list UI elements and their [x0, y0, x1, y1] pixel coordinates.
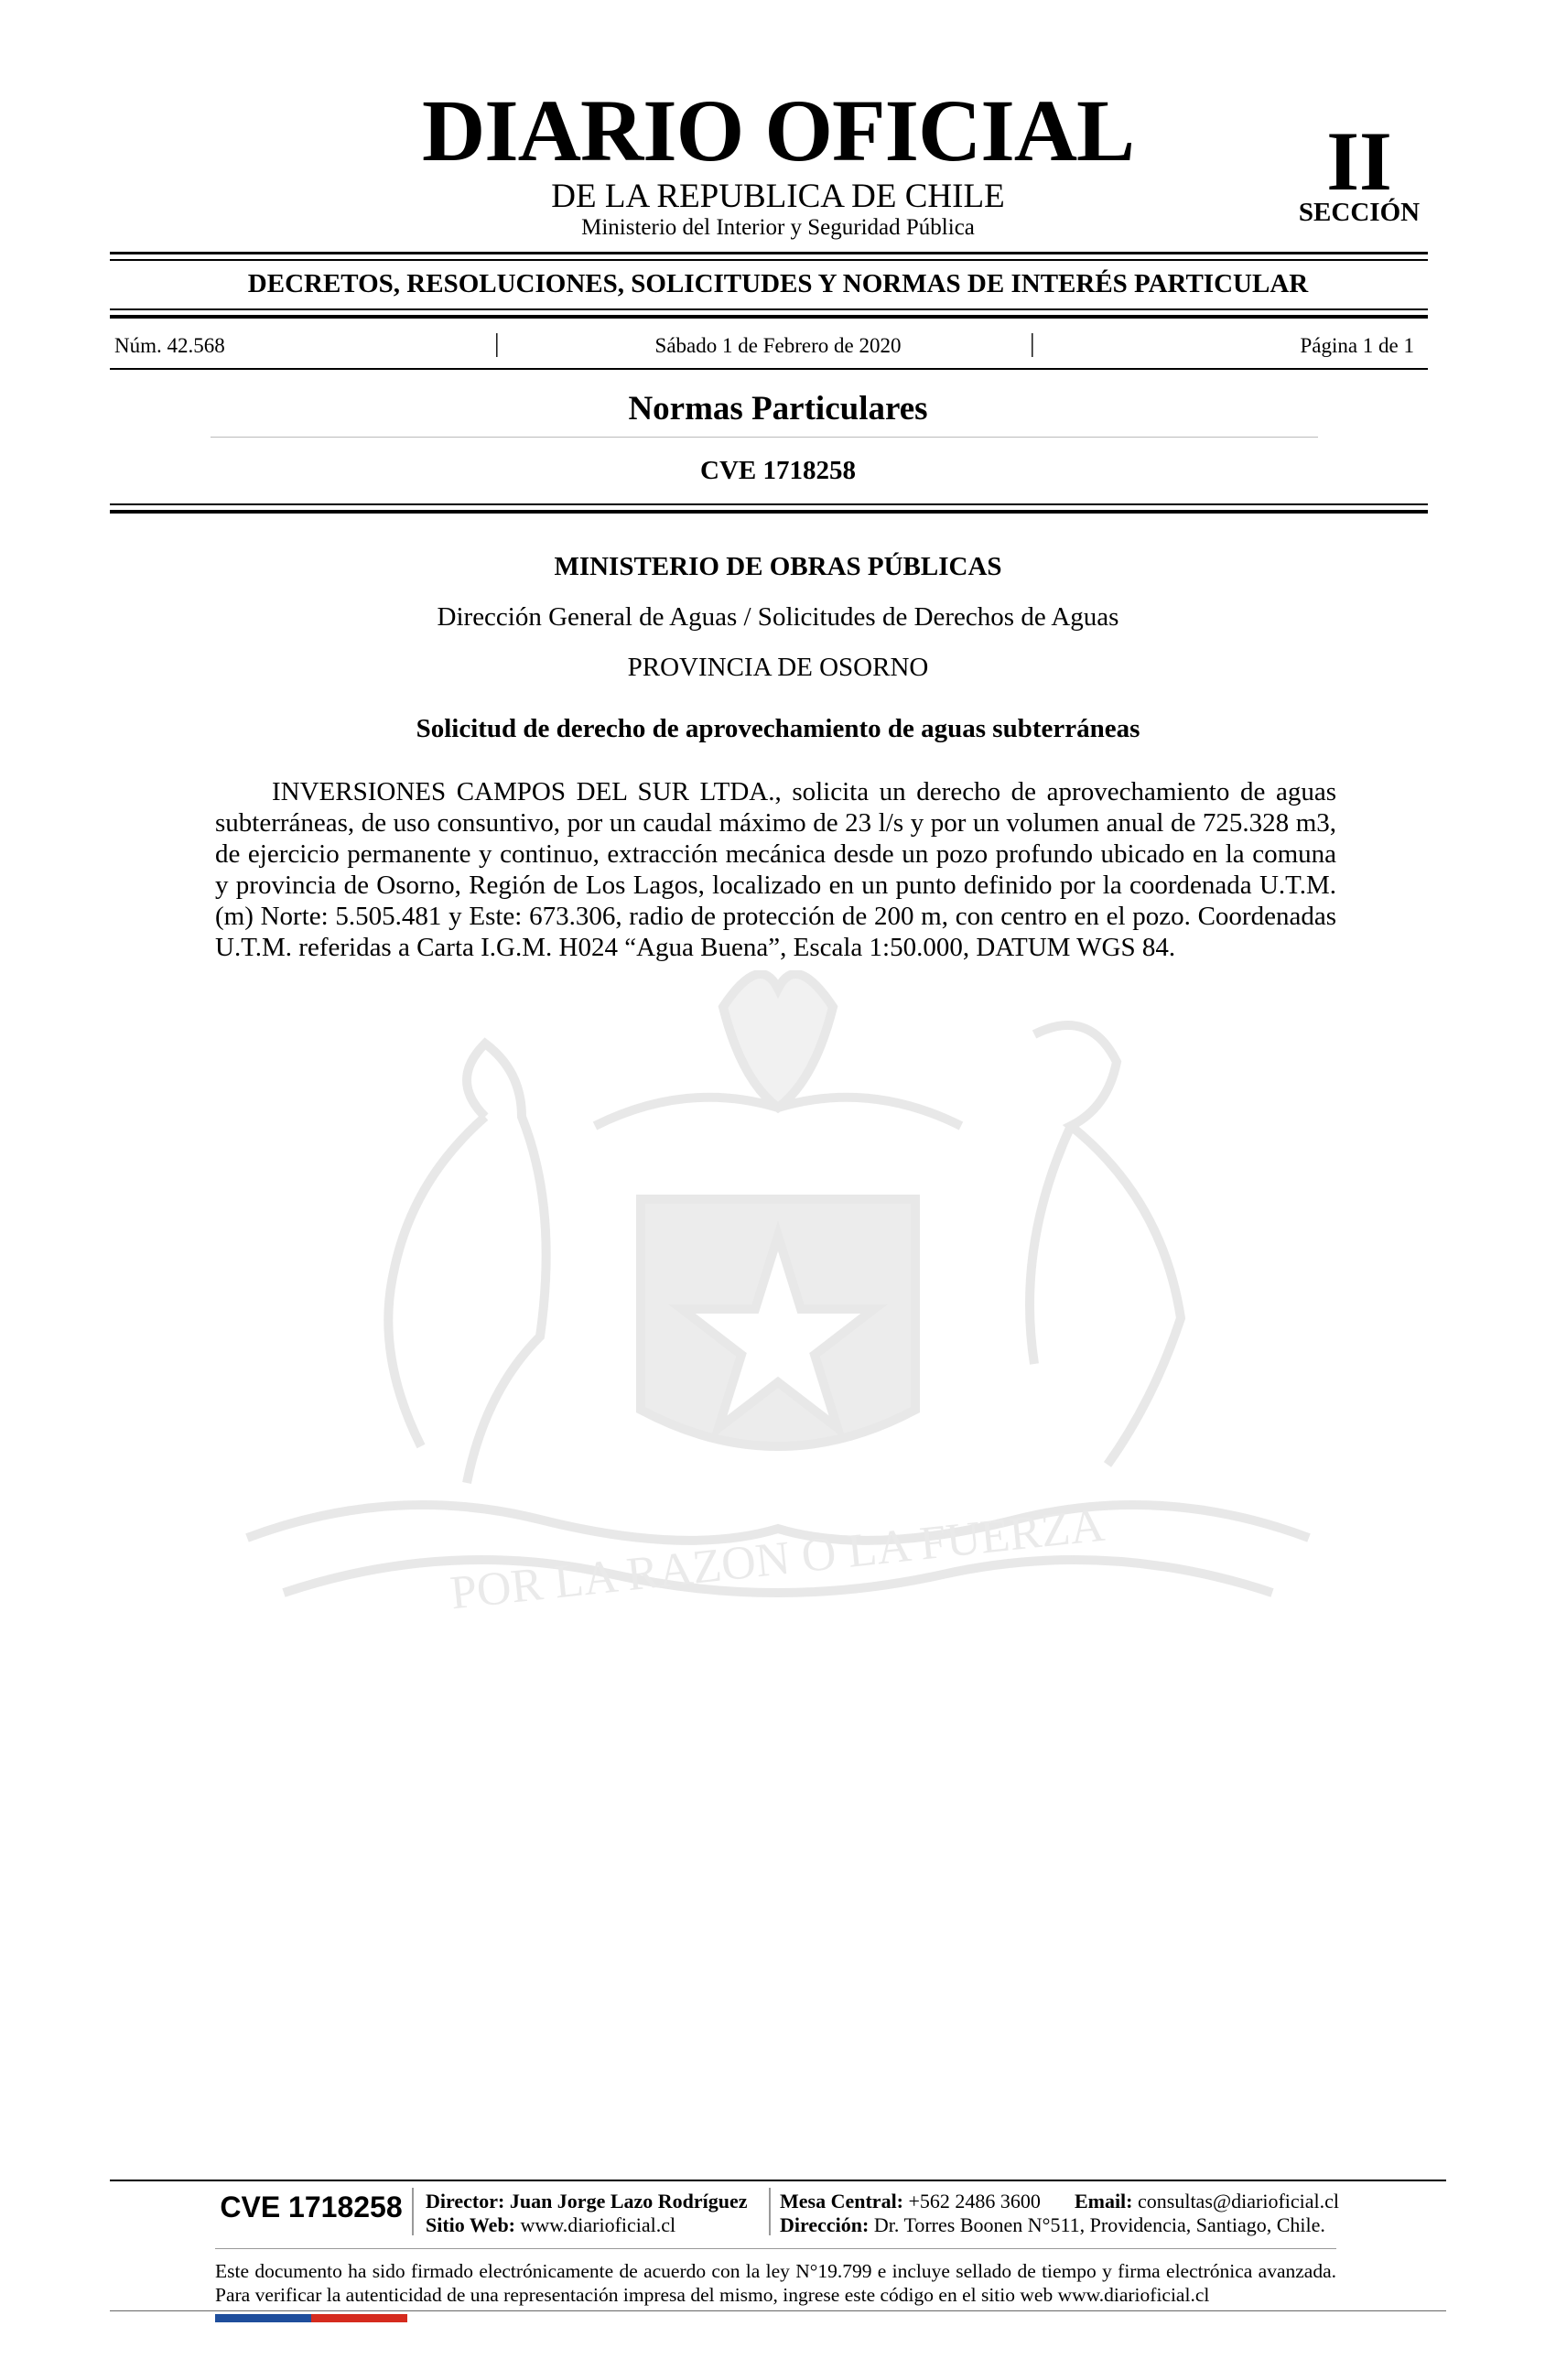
banner-rule-2	[110, 315, 1428, 319]
signature-note: Este documento ha sido firmado electrónicamente de acuerdo con la ley N°19.799 e incluye sellado de tiempo y firma electrónica avanzada. Para verificar la autenticidad de una representación impresa del mismo, ingrese este código en el sitio web www.diarioficial.cl	[215, 2260, 1336, 2306]
director-name: Juan Jorge Lazo Rodríguez	[509, 2190, 748, 2212]
email-label: Email:	[1074, 2190, 1133, 2212]
request-title: Solicitud de derecho de aprovechamiento de aguas subterráneas	[416, 714, 1140, 743]
cve-code: CVE 1718258	[700, 456, 856, 485]
content-rule-1	[110, 503, 1428, 505]
flag-red-stripe	[311, 2314, 407, 2322]
email-link[interactable]: consultas@diarioficial.cl	[1138, 2190, 1340, 2212]
director-label: Director:	[426, 2190, 505, 2212]
meta-rule	[110, 368, 1428, 370]
masthead-ministry: Ministerio del Interior y Seguridad Pública	[581, 215, 975, 240]
section-number: II	[1326, 114, 1392, 208]
meta-separator-left: |	[494, 330, 500, 358]
flag-blue-stripe	[215, 2314, 311, 2322]
coat-of-arms-watermark	[211, 970, 1345, 1666]
content-rule-2	[110, 510, 1428, 514]
footer-divider-1	[412, 2188, 414, 2235]
footer-rule-bottom	[110, 2310, 1446, 2311]
meta-separator-right: |	[1030, 330, 1035, 358]
web-link[interactable]: www.diarioficial.cl	[520, 2213, 676, 2236]
address-label: Dirección:	[780, 2213, 870, 2236]
address-value: Dr. Torres Boonen N°511, Providencia, Santiago, Chile.	[873, 2213, 1325, 2236]
footer-rule-mid	[215, 2248, 1336, 2249]
banner-rule-1	[110, 308, 1428, 310]
header-rule-top	[110, 252, 1428, 254]
phone-value: +562 2486 3600	[908, 2190, 1041, 2212]
issue-number: Núm. 42.568	[114, 334, 225, 357]
masthead-title: DIARIO OFICIAL	[421, 81, 1135, 179]
footer-rule-top	[110, 2180, 1446, 2181]
page-indicator: Página 1 de 1	[1300, 334, 1414, 357]
footer-contact-block	[780, 2190, 1347, 2237]
masthead-subtitle: DE LA REPUBLICA DE CHILE	[551, 178, 1005, 215]
section-label: SECCIÓN	[1298, 198, 1421, 227]
header-rule-top-2	[110, 259, 1428, 261]
body-paragraph: INVERSIONES CAMPOS DEL SUR LTDA., solicita un derecho de aprovechamiento de aguas subterráneas, de uso consuntivo, por un caudal máximo de 23 l/s y por un volumen anual de 725.328 m3, de ejercicio permanente y continuo, extracción mecánica desde un pozo profundo ubicado en la comuna y provincia de Osorno, Región de Los Lagos, localizado en un punto definido por la coordenada U.T.M. (m) Norte: 5.505.481 y Este: 673.306, radio de protección de 200 m, con centro en el pozo. Coordenadas U.T.M. referidas a Carta I.G.M. H024 “Agua Buena”, Escala 1:50.000, DATUM WGS 84.	[215, 777, 1336, 962]
province-name: PROVINCIA DE OSORNO	[627, 653, 929, 682]
section-title: Normas Particulares	[628, 390, 928, 427]
phone-label: Mesa Central:	[780, 2190, 904, 2212]
section-title-rule	[211, 437, 1318, 438]
web-label: Sitio Web:	[426, 2213, 516, 2236]
banner: DECRETOS, RESOLUCIONES, SOLICITUDES Y NORMAS DE INTERÉS PARTICULAR	[247, 269, 1309, 298]
ministry-name: MINISTERIO DE OBRAS PÚBLICAS	[554, 552, 1002, 581]
footer-director-block	[426, 2190, 773, 2237]
direction-name: Dirección General de Aguas / Solicitudes de Derechos de Aguas	[437, 602, 1119, 632]
issue-date: Sábado 1 de Febrero de 2020	[654, 334, 902, 357]
footer-cve-code: CVE 1718258	[220, 2191, 403, 2223]
footer-divider-2	[769, 2188, 771, 2235]
watermark-motto: POR LA RAZON O LA FUERZA	[448, 1498, 1108, 1620]
chile-flag-bar	[215, 2314, 407, 2322]
